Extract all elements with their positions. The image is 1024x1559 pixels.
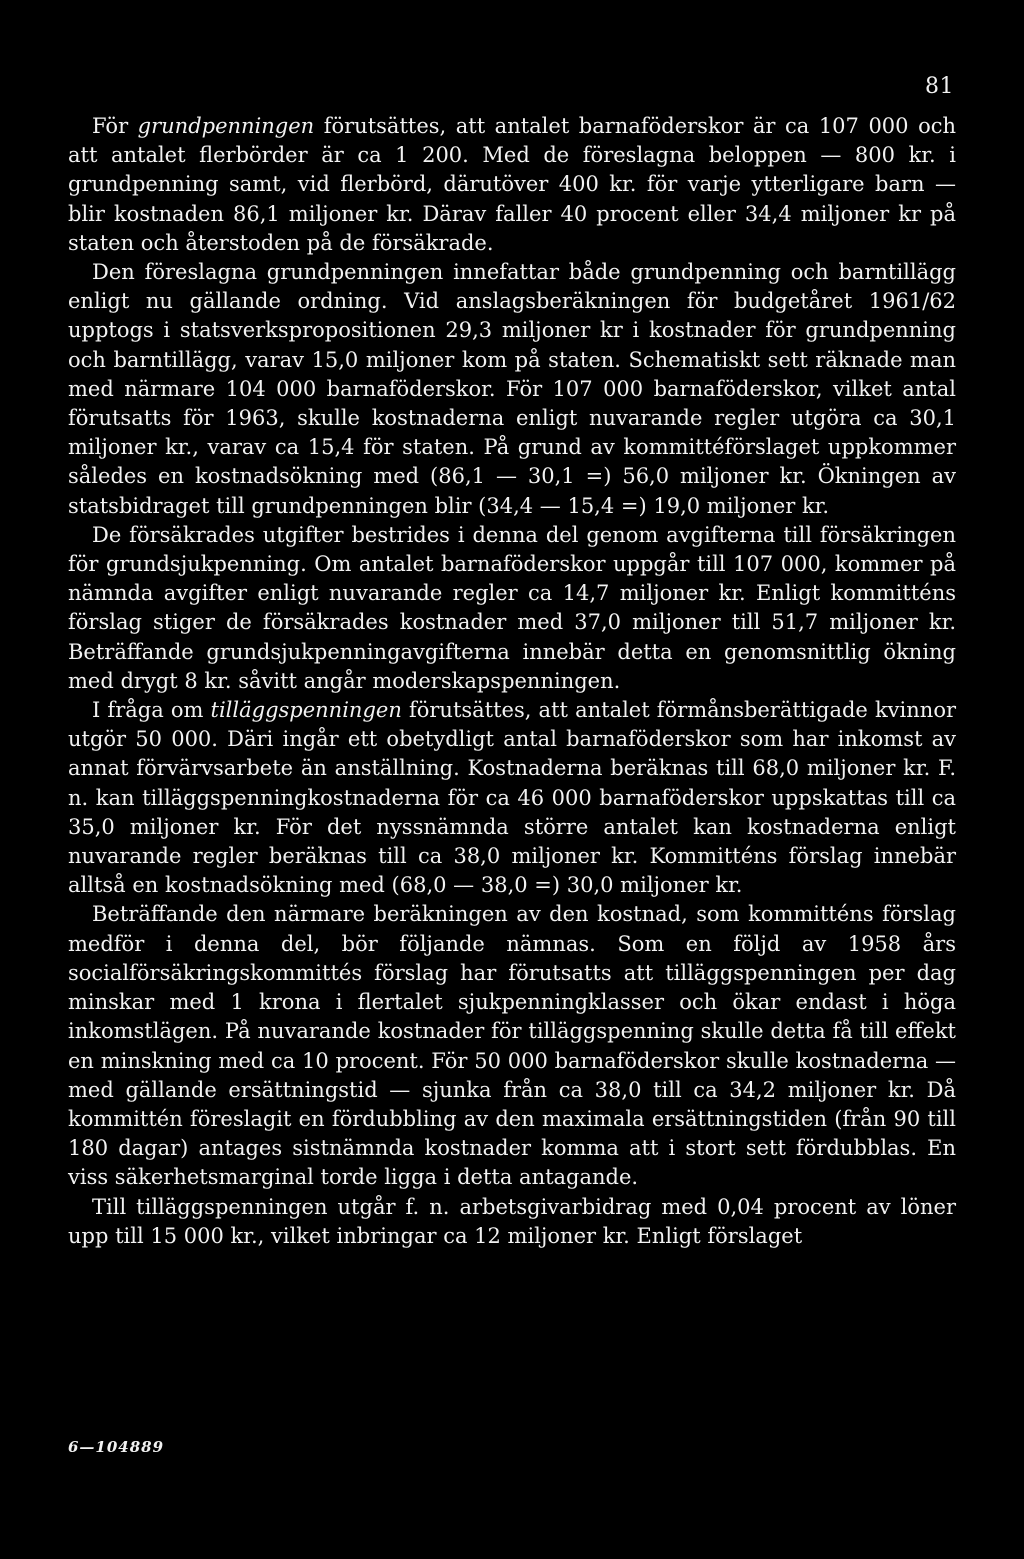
paragraph-text: Beträffande den närmare beräkningen av den kostnad, som kommitténs förslag medför i denna del, bör följande nämnas. Som en följd av 1958 års socialförsäkringskommittés förslag har förutsatts att tilläggspenningen per dag minskar med 1 krona i flertalet sjukpenningklasser och ökar endast i höga inkomstlägen. På nuvarande kostnader för tilläggspenning skulle detta få till effekt en minskning med ca 10 procent. För 50 000 barnaföderskor skulle kostnaderna — med gällande ersättningstid — sjunka från ca 38,0 till ca 34,2 miljoner kr. Då kommittén föreslagit en fördubbling av den maximala ersättningstiden (från 90 till 180 dagar) antages sistnämnda kostnader komma att i stort sett fördubblas. En viss säkerhetsmarginal torde ligga i detta antagande. (68, 902, 956, 1190)
page-number: 81 (925, 74, 954, 99)
body-text (68, 112, 956, 1251)
emphasized-term: grundpenningen (137, 114, 315, 138)
paragraph-text: förutsättes, att antalet förmånsberättigade kvinnor utgör 50 000. Däri ingår ett obetydligt antal barnaföderskor som har inkomst av annat förvärvsarbete än anställning. Kostnaderna beräknas till 68,0 miljoner kr. F. n. kan tilläggspenningkostnaderna för ca 46 000 barnaföderskor uppskattas till ca 35,0 miljoner kr. För det nyssnämnda större antalet kan kostnaderna enligt nuvarande regler beräknas till ca 38,0 miljoner kr. Kommitténs förslag innebär alltså en kostnadsökning med (68,0 — 38,0 =) 30,0 miljoner kr. (68, 698, 956, 898)
paragraph-text: För (92, 114, 138, 138)
paragraph-text: De försäkrades utgifter bestrides i denna del genom avgifterna till försäkringen för grundsjukpenning. Om antalet barnaföderskor uppgår till 107 000, kommer på nämnda avgifter enligt nuvarande regler ca 14,7 miljoner kr. Enligt kommitténs förslag stiger de försäkrades kostnader med 37,0 miljoner till 51,7 miljoner kr. Beträffande grundsjukpenningavgifterna innebär detta en genomsnittlig ökning med drygt 8 kr. såvitt angår moderskapspenningen. (68, 522, 956, 693)
paragraph-text: I fråga om (92, 698, 211, 723)
paragraph (68, 696, 956, 900)
paragraph (68, 258, 956, 521)
paragraph (68, 1193, 956, 1251)
paragraph-text: Den föreslagna grundpenningen innefattar både grundpenning och barntillägg enligt nu gällande ordning. Vid anslagsberäkningen för budgetåret 1961/62 upptogs i statsverkspropositionen 29,3 miljoner kr i kostnader för grundpenning och barntillägg, varav 15,0 miljoner kom på staten. Schematiskt sett räknade man med närmare 104 000 barnaföderskor. För 107 000 barnaföderskor, vilket antal förutsatts för 1963, skulle kostnaderna enligt nuvarande regler utgöra ca 30,1 miljoner kr., varav ca 15,4 för staten. På grund av kommittéförslaget uppkommer således en kostnadsökning med (86,1 — 30,1 =) 56,0 miljoner kr. Ökningen av statsbidraget till grundpenningen blir (34,4 — 15,4 =) 19,0 miljoner kr. (68, 260, 956, 518)
paragraph-text: Till tilläggspenningen utgår f. n. arbetsgivarbidrag med 0,04 procent av löner upp till 15 000 kr., vilket inbringar ca 12 miljoner kr. Enligt förslaget (68, 1194, 956, 1248)
paragraph-text: förutsättes, att antalet barnaföderskor är ca 107 000 och att antalet flerbörder är ca 1 200. Med de föreslagna beloppen — 800 kr. i grundpenning samt, vid flerbörd, därutöver 400 kr. för varje ytterligare barn — blir kostnaden 86,1 miljoner kr. Därav faller 40 procent eller 34,4 miljoner kr på staten och återstoden på de försäkrade. (68, 114, 957, 255)
emphasized-term: tilläggspenningen (210, 698, 402, 723)
paragraph (68, 900, 956, 1192)
print-code: 6—104889 (68, 1438, 165, 1456)
paragraph (68, 112, 956, 258)
paragraph (68, 521, 956, 696)
